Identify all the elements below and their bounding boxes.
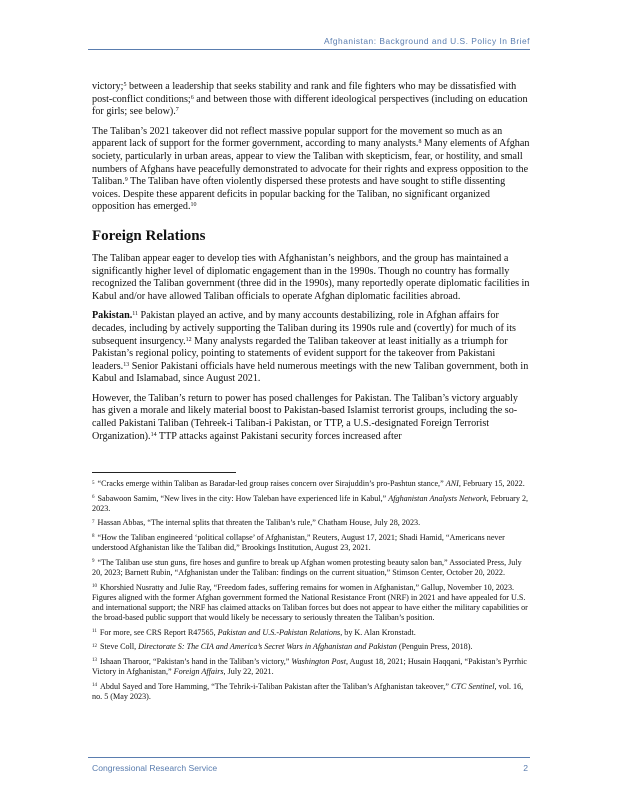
footnote-ref: 9 xyxy=(124,177,128,184)
footnotes xyxy=(92,479,530,707)
text-run: “The Taliban use stun guns, fire hoses and gunfire to break up Afghan women protesting beauty salon ban,” Associated Press, July 20, 2023; Barnett Rubin, “Afghanistan under the Taliban: findings on the current situation,” Stimson Center, October 20, 2022. xyxy=(92,557,522,577)
body-paragraph-pakistan xyxy=(92,310,530,386)
footnote xyxy=(92,494,530,514)
footnote-ref: 14 xyxy=(150,431,157,438)
run-in-heading: Pakistan. xyxy=(92,310,133,322)
italic-title: ANI xyxy=(445,479,459,488)
footnote xyxy=(92,657,530,677)
text-run: Abdul Sayed and Tore Hamming, “The Tehrik-i-Taliban Pakistan after the Taliban’s Afghanistan takeover,” xyxy=(100,681,451,691)
text-run: Sabawoon Samim, “New lives in the city: How Taleban have experienced life in Kabul,” xyxy=(97,493,389,503)
footnote xyxy=(92,682,530,702)
footnote-ref: 9 xyxy=(92,559,95,565)
text-run: The Taliban appear eager to develop ties with Afghanistan’s neighbors, and the group has maintained a significantly higher level of diplomatic engagement than in the 1990s. Though no country has formally recognized the Taliban government (three did in the 1990s), many reportedly operate diplomatic facilities in Kabul and/or have allowed Taliban officials to operate Afghan diplomatic facilities abroad. xyxy=(92,252,530,302)
text-run: (Penguin Press, 2018). xyxy=(396,642,473,652)
footnote-ref: 13 xyxy=(92,658,97,664)
footnote xyxy=(92,642,530,652)
footnote xyxy=(92,558,530,578)
footnote xyxy=(92,479,530,489)
text-run: victory; xyxy=(92,81,124,92)
footer-divider xyxy=(88,757,530,758)
text-run: TTP attacks against Pakistani security forces increased after xyxy=(156,430,402,442)
footnote-ref: 7 xyxy=(92,519,95,525)
text-run: Pakistan played an active, and by many accounts destabilizing, role in Afghan affairs for decades, including by actively supporting the Taliban during its 1990s rule and (covertly) for much of its subsequent insurgency. xyxy=(92,310,516,347)
text-run: “How the Taliban engineered ‘political collapse’ of Afghanistan,” Reuters, August 17, 2021; Shadi Hamid, “Americans never understood Afghanistan like the Taliban did,” Brookings Institution, August 23, 2021. xyxy=(92,532,505,553)
page-number: 2 xyxy=(523,763,528,773)
body-paragraph xyxy=(92,126,530,214)
body-paragraph xyxy=(92,253,530,303)
footnote xyxy=(92,533,530,553)
footnote-ref: 11 xyxy=(132,311,139,318)
body-paragraph xyxy=(92,393,530,443)
footnote xyxy=(92,583,530,624)
footnote-ref: 6 xyxy=(92,495,95,501)
text-run: , July 22, 2021. xyxy=(223,667,274,677)
text-run: Ishaan Tharoor, “Pakistan’s hand in the Taliban’s victory,” xyxy=(100,656,292,666)
main-content xyxy=(92,81,530,450)
footnote xyxy=(92,628,530,638)
text-run: However, the Taliban’s return to power has posed challenges for Pakistan. The Taliban’s victory arguably has given a morale and likely material boost to Pakistan-based Islamist terrorist groups, including the so-called Pakistani Taliban (Tehreek-i Taliban-i Pakistan, or TTP, a U.S.-designated Foreign Terrorist Organization). xyxy=(92,392,518,442)
italic-title: Pakistan and U.S.-Pakistan Relations xyxy=(217,627,341,637)
italic-title: Foreign Affairs xyxy=(173,667,224,677)
footnote-ref: 7 xyxy=(175,107,179,114)
footnote-ref: 6 xyxy=(190,94,194,101)
text-run: Senior Pakistani officials have held numerous meetings with the new Taliban government, both in Kabul and Islamabad, since August 2021. xyxy=(92,360,529,385)
text-run: Many analysts regarded the Taliban takeover at least initially as a triumph for Pakistan’s regional policy, pointing to statements of evident support for the takeover from Pakistani leaders. xyxy=(92,335,508,372)
text-run: For more, see CRS Report R47565, xyxy=(99,627,218,637)
text-run: , February 15, 2022. xyxy=(458,479,525,488)
text-run: Steve Coll, xyxy=(100,642,139,652)
italic-title: Directorate S: The CIA and America’s Secret Wars in Afghanistan and Pakistan xyxy=(138,642,397,652)
text-run: The Taliban’s 2021 takeover did not reflect massive popular support for the movement so much as an apparent lack of support for the former government, according to many analysts. xyxy=(92,125,503,150)
text-run: , February 2, 2023. xyxy=(92,493,529,513)
text-run: between a leadership that seeks stability and rank and file fighters who may be dissatisfied with post-conflict conditions; xyxy=(92,81,517,105)
footnote-divider xyxy=(92,472,236,473)
footnote-ref: 12 xyxy=(92,643,97,649)
footer-publisher: Congressional Research Service xyxy=(92,763,218,773)
text-run: and between those with different ideological perspectives (including on education for girls; see below). xyxy=(92,93,528,118)
footnote-ref: 8 xyxy=(92,534,95,540)
text-run: Hassan Abbas, “The internal splits that threaten the Taliban’s rule,” Chatham House, July 28, 2023. xyxy=(97,518,421,528)
italic-title: CTC Sentinel xyxy=(450,681,495,691)
text-run: , by K. Alan Kronstadt. xyxy=(340,627,416,637)
footnote-ref: 5 xyxy=(123,82,127,88)
footnote-ref: 12 xyxy=(185,336,192,343)
footnote-ref: 10 xyxy=(92,584,97,590)
header-divider xyxy=(88,49,530,50)
footnote-ref: 13 xyxy=(123,361,130,368)
text-run: Khorshied Nusratty and Julie Ray, “Freedom fades, suffering remains for women in Afghanistan,” Gallup, November 10, 2023. Figures aligned with the former Afghan government formed the National Resistance Front (NRF) in 2021 and have appealed for U.S. and international support; the NRF has claimed attacks on Taliban forces but does not appear to have either the military capabilities or the broad-based public support that would likely be necessary to seriously threaten the Taliban’s position. xyxy=(92,582,528,623)
italic-title: Washington Post xyxy=(291,656,346,666)
footnote-ref: 10 xyxy=(190,202,197,209)
footnote xyxy=(92,518,530,528)
section-heading-foreign-relations: Foreign Relations xyxy=(92,227,206,244)
footnote-ref: 8 xyxy=(418,139,422,146)
text-run: The Taliban have often violently dispersed these protests and have sought to stifle dissenting voices. Despite these apparent deficits in popular backing for the Taliban, no significant organized opposition has emerged. xyxy=(92,176,506,213)
footnote-ref: 5 xyxy=(92,480,95,486)
running-header: Afghanistan: Background and U.S. Policy In Brief xyxy=(323,36,530,46)
footnote-ref: 14 xyxy=(92,683,97,689)
text-run: “Cracks emerge within Taliban as Baradar-led group raises concern over Sirajuddin’s pro-Pashtun stance,” xyxy=(97,479,446,488)
text-run: , vol. 16, no. 5 (May 2023). xyxy=(92,681,524,701)
body-paragraph xyxy=(92,81,530,119)
italic-title: Afghanistan Analysts Network xyxy=(388,493,487,503)
text-run: , August 18, 2021; Husain Haqqani, “Pakistan’s Pyrrhic Victory in Afghanistan,” xyxy=(92,656,527,677)
text-run: Many elements of Afghan society, particularly in urban areas, appear to view the Taliban with skepticism, fear, or hostility, and small numbers of Afghans have peacefully demonstrated to advocate for their rights and express opposition to the Taliban. xyxy=(92,138,530,188)
footnote-ref: 11 xyxy=(92,629,97,635)
